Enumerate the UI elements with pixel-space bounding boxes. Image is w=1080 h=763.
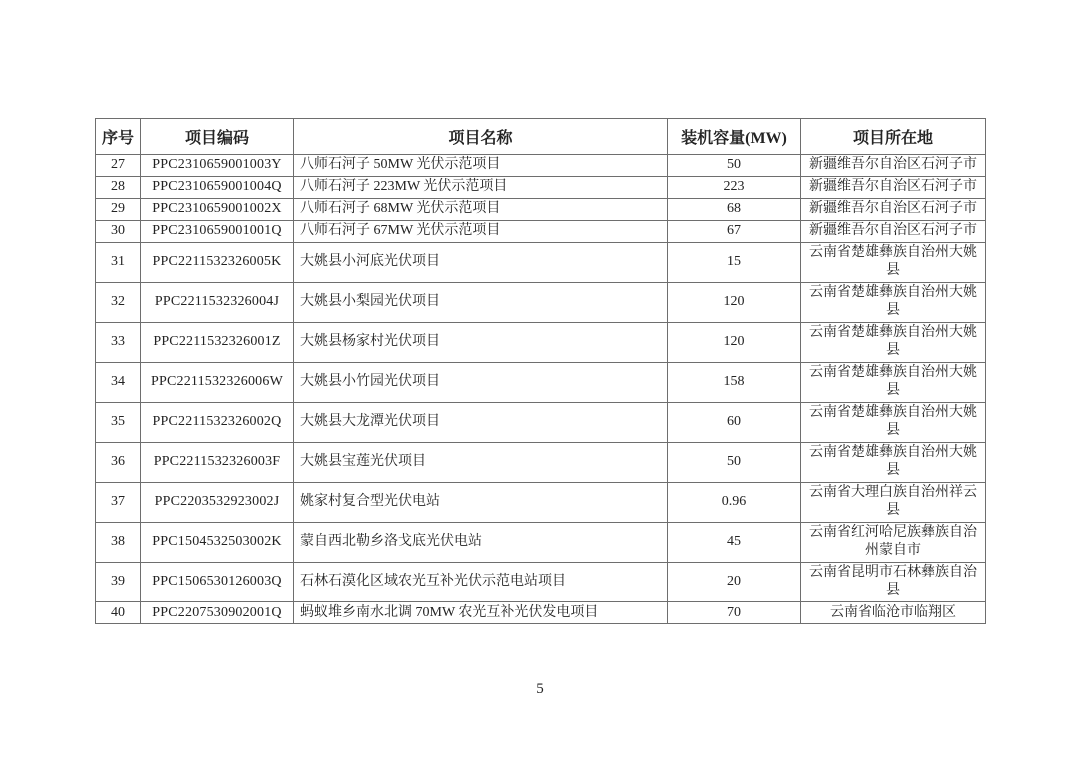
header-project-code: 项目编码 [141, 119, 294, 155]
cell-project-name: 大姚县杨家村光伏项目 [294, 322, 668, 362]
cell-project-name: 大姚县宝莲光伏项目 [294, 442, 668, 482]
cell-serial-number: 39 [96, 562, 141, 602]
table-row [96, 177, 986, 199]
table-row [96, 442, 986, 482]
cell-location: 新疆维吾尔自治区石河子市 [801, 221, 986, 243]
table-row [96, 155, 986, 177]
cell-serial-number: 30 [96, 221, 141, 243]
cell-serial-number: 36 [96, 442, 141, 482]
cell-capacity: 68 [668, 199, 801, 221]
cell-project-code: PPC1504532503002K [141, 522, 294, 562]
cell-capacity: 0.96 [668, 482, 801, 522]
table-row [96, 243, 986, 283]
cell-serial-number: 38 [96, 522, 141, 562]
cell-project-name: 姚家村复合型光伏电站 [294, 482, 668, 522]
table-row [96, 282, 986, 322]
cell-project-code: PPC2207530902001Q [141, 602, 294, 624]
cell-serial-number: 32 [96, 282, 141, 322]
cell-project-name: 大姚县大龙潭光伏项目 [294, 402, 668, 442]
cell-capacity: 45 [668, 522, 801, 562]
table-row [96, 322, 986, 362]
cell-serial-number: 33 [96, 322, 141, 362]
cell-project-code: PPC1506530126003Q [141, 562, 294, 602]
cell-capacity: 158 [668, 362, 801, 402]
cell-capacity: 223 [668, 177, 801, 199]
cell-location: 云南省临沧市临翔区 [801, 602, 986, 624]
cell-capacity: 60 [668, 402, 801, 442]
cell-location: 云南省楚雄彝族自治州大姚县 [801, 442, 986, 482]
cell-project-code: PPC2310659001001Q [141, 221, 294, 243]
cell-project-code: PPC2310659001003Y [141, 155, 294, 177]
cell-serial-number: 37 [96, 482, 141, 522]
cell-capacity: 120 [668, 322, 801, 362]
table-row [96, 362, 986, 402]
table-header-row [96, 119, 986, 155]
page-number: 5 [536, 681, 544, 697]
cell-project-code: PPC2211532326003F [141, 442, 294, 482]
cell-serial-number: 29 [96, 199, 141, 221]
cell-serial-number: 31 [96, 243, 141, 283]
cell-serial-number: 35 [96, 402, 141, 442]
cell-serial-number: 40 [96, 602, 141, 624]
header-project-location: 项目所在地 [801, 119, 986, 155]
cell-serial-number: 28 [96, 177, 141, 199]
cell-project-name: 蒙自西北勒乡洛戈底光伏电站 [294, 522, 668, 562]
table-row [96, 221, 986, 243]
cell-project-name: 大姚县小竹园光伏项目 [294, 362, 668, 402]
cell-project-name: 大姚县小河底光伏项目 [294, 243, 668, 283]
cell-project-code: PPC2211532326002Q [141, 402, 294, 442]
table-row [96, 562, 986, 602]
projects-table [95, 118, 986, 624]
cell-project-name: 石林石漠化区域农光互补光伏示范电站项目 [294, 562, 668, 602]
cell-project-name: 八师石河子 50MW 光伏示范项目 [294, 155, 668, 177]
cell-location: 云南省楚雄彝族自治州大姚县 [801, 362, 986, 402]
table-row [96, 199, 986, 221]
cell-project-code: PPC2310659001004Q [141, 177, 294, 199]
cell-project-code: PPC2211532326005K [141, 243, 294, 283]
cell-capacity: 50 [668, 155, 801, 177]
cell-capacity: 15 [668, 243, 801, 283]
cell-capacity: 70 [668, 602, 801, 624]
table-row [96, 602, 986, 624]
cell-project-name: 八师石河子 68MW 光伏示范项目 [294, 199, 668, 221]
cell-capacity: 67 [668, 221, 801, 243]
cell-location: 云南省楚雄彝族自治州大姚县 [801, 243, 986, 283]
cell-project-code: PPC2211532326004J [141, 282, 294, 322]
cell-location: 云南省大理白族自治州祥云县 [801, 482, 986, 522]
header-project-name: 项目名称 [294, 119, 668, 155]
cell-project-name: 大姚县小梨园光伏项目 [294, 282, 668, 322]
cell-capacity: 50 [668, 442, 801, 482]
cell-project-code: PPC2203532923002J [141, 482, 294, 522]
cell-location: 云南省楚雄彝族自治州大姚县 [801, 282, 986, 322]
cell-capacity: 20 [668, 562, 801, 602]
cell-location: 云南省红河哈尼族彝族自治州蒙自市 [801, 522, 986, 562]
cell-serial-number: 27 [96, 155, 141, 177]
cell-location: 云南省楚雄彝族自治州大姚县 [801, 402, 986, 442]
cell-location: 云南省昆明市石林彝族自治县 [801, 562, 986, 602]
cell-project-code: PPC2211532326006W [141, 362, 294, 402]
cell-project-name: 蚂蚁堆乡南水北调 70MW 农光互补光伏发电项目 [294, 602, 668, 624]
table-row [96, 522, 986, 562]
header-serial-number: 序号 [96, 119, 141, 155]
cell-project-name: 八师石河子 67MW 光伏示范项目 [294, 221, 668, 243]
cell-capacity: 120 [668, 282, 801, 322]
cell-location: 新疆维吾尔自治区石河子市 [801, 177, 986, 199]
table-row [96, 482, 986, 522]
header-installed-capacity: 装机容量(MW) [668, 119, 801, 155]
table-body [96, 155, 986, 624]
cell-project-code: PPC2310659001002X [141, 199, 294, 221]
table-row [96, 402, 986, 442]
cell-project-name: 八师石河子 223MW 光伏示范项目 [294, 177, 668, 199]
cell-serial-number: 34 [96, 362, 141, 402]
cell-location: 新疆维吾尔自治区石河子市 [801, 199, 986, 221]
cell-location: 云南省楚雄彝族自治州大姚县 [801, 322, 986, 362]
cell-project-code: PPC2211532326001Z [141, 322, 294, 362]
cell-location: 新疆维吾尔自治区石河子市 [801, 155, 986, 177]
